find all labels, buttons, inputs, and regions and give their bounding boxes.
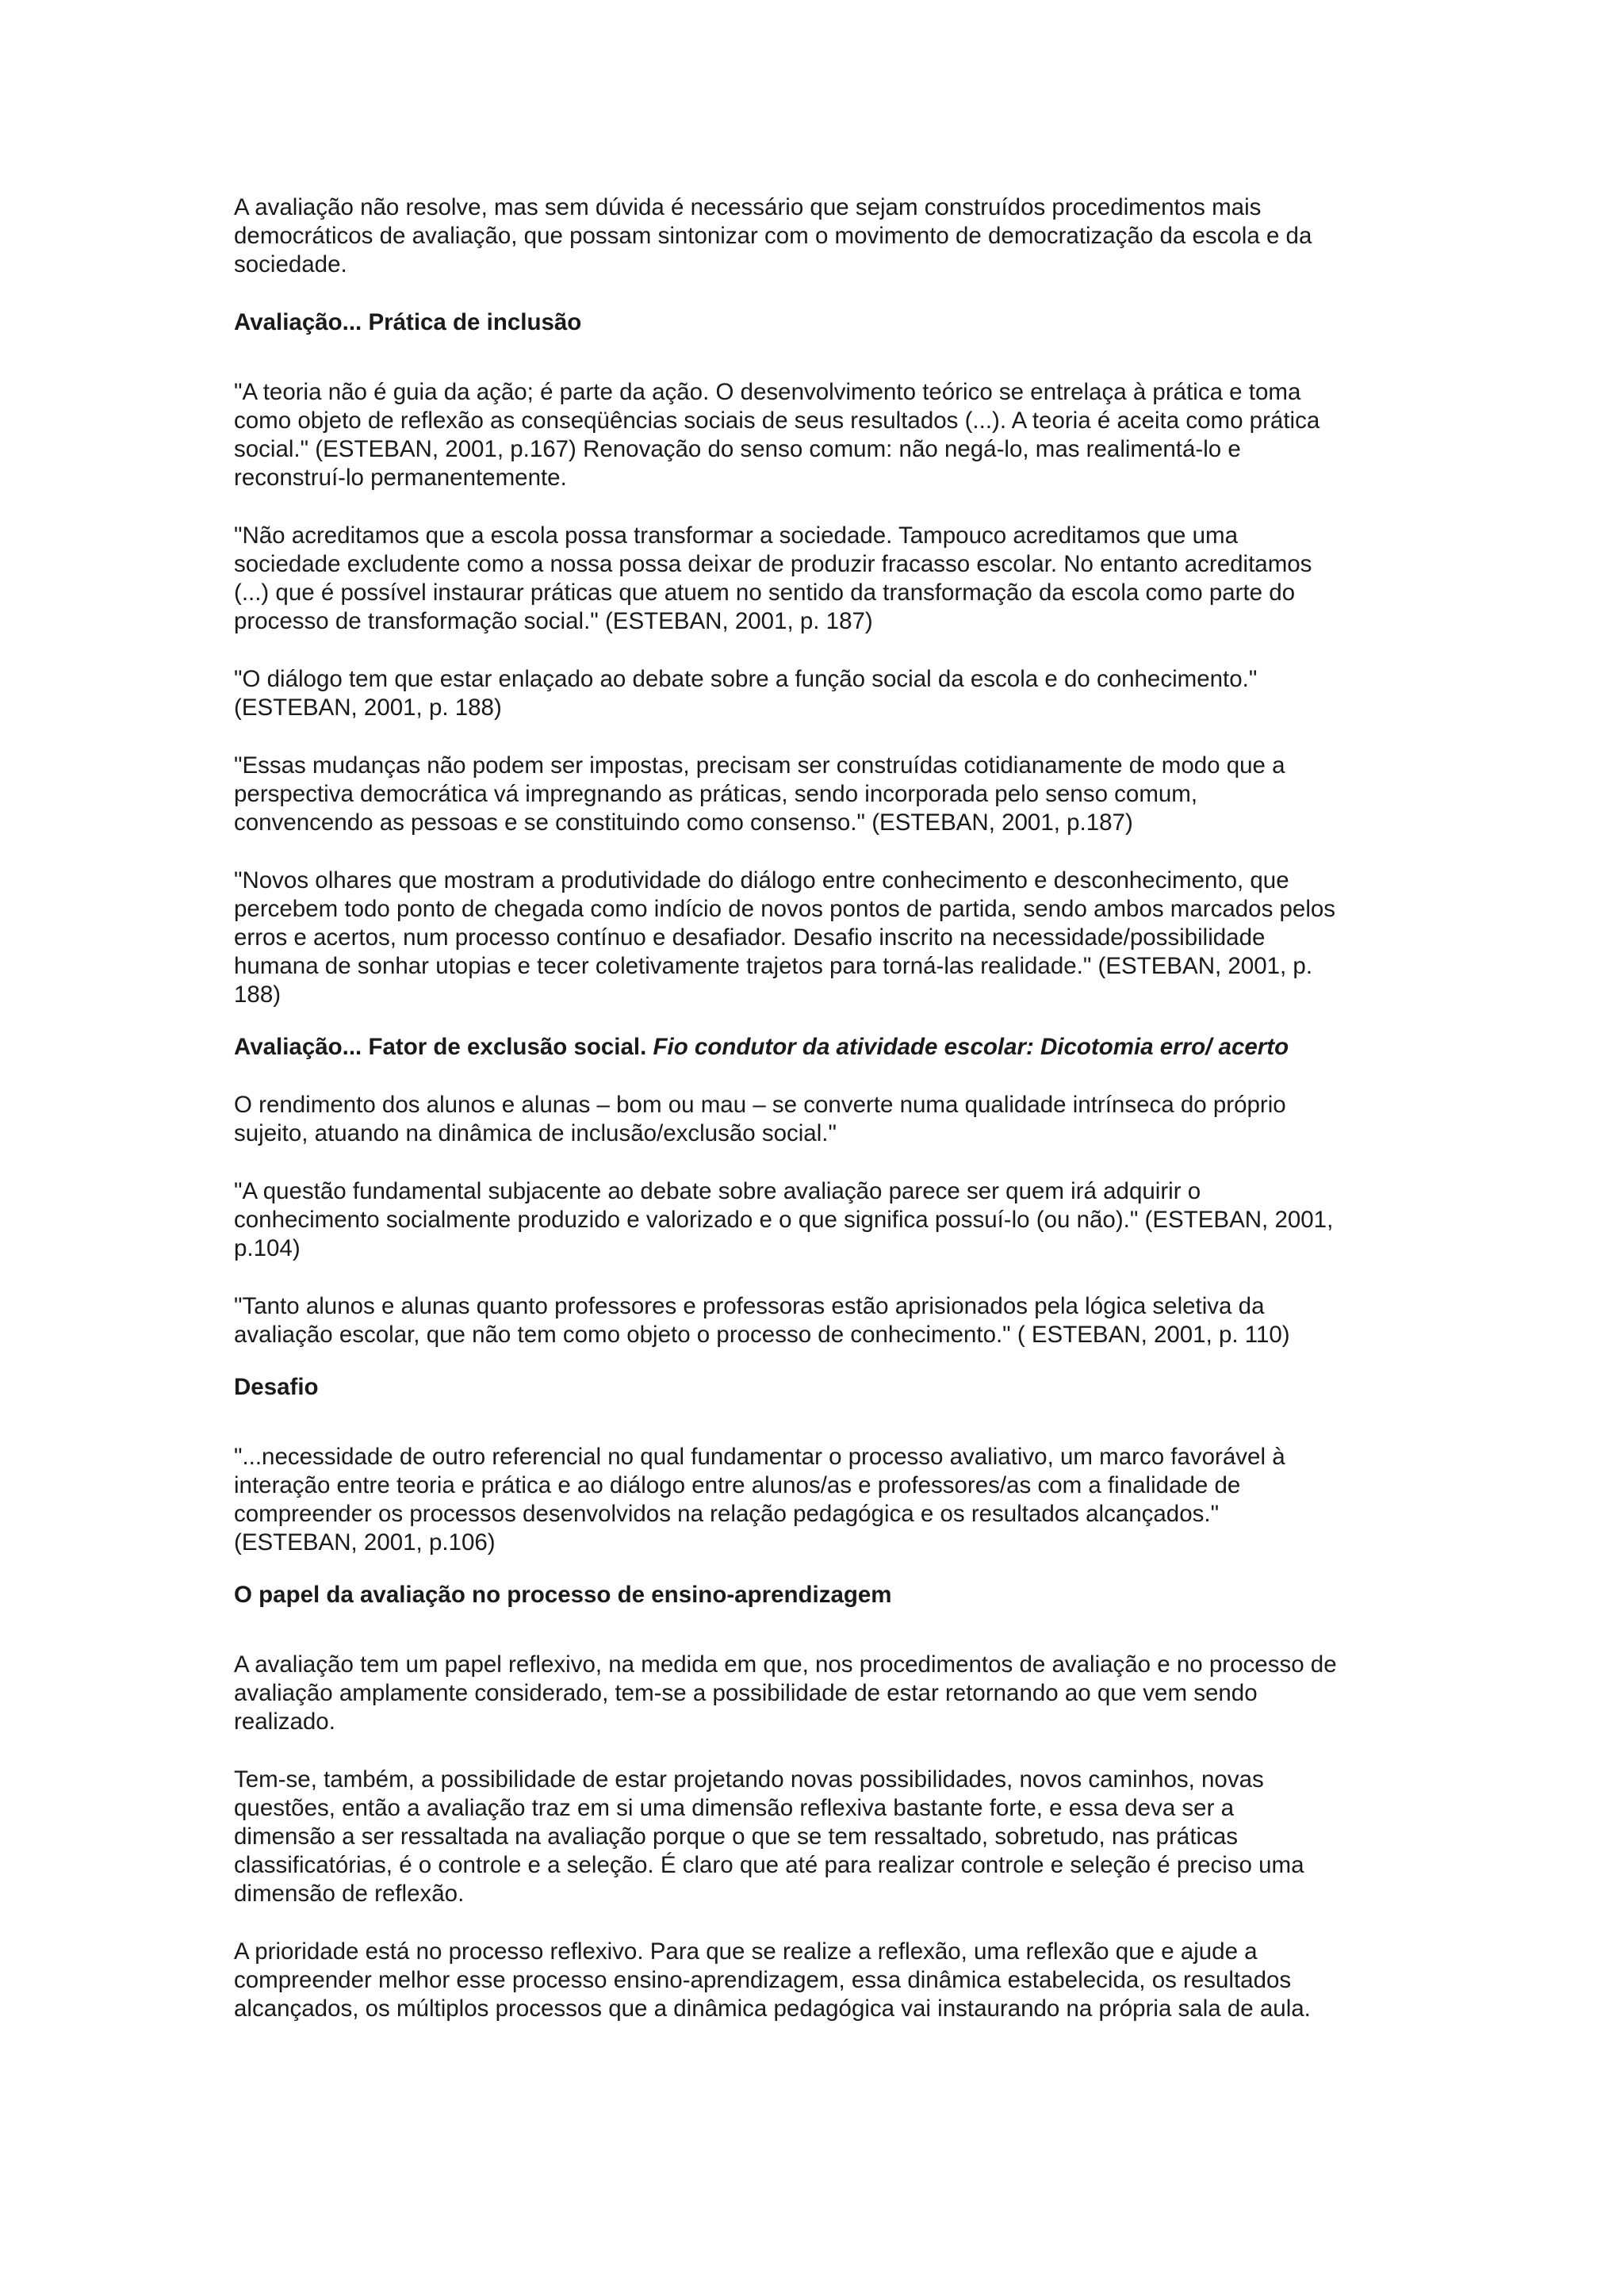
paragraph-intro: A avaliação não resolve, mas sem dúvida é necessário que sejam construídos procedimentos mais democráticos de avaliação, que possam sintonizar com o movimento de democratização da escola e da sociedade.	[234, 194, 1312, 277]
document-page	[234, 193, 1423, 2053]
heading-fator-exclusao-italic: Fio condutor da atividade escolar: Dicotomia erro/ acerto	[653, 1034, 1289, 1060]
heading-pratica-inclusao: Avaliação... Prática de inclusão	[234, 309, 582, 335]
paragraph-teoria: "A teoria não é guia da ação; é parte da ação. O desenvolvimento teórico se entrelaça à prática e toma como objeto de reflexão as conseqüências sociais de seus resultados (...). A teoria é aceita como prática social." (ESTEBAN, 2001, p.167) Renovação do senso comum: não negá-lo, mas realimentá-lo e reconstruí-lo permanentemente.	[234, 379, 1320, 491]
heading-fator-exclusao-bold: Avaliação... Fator de exclusão social.	[234, 1034, 653, 1060]
paragraph-tanto-alunos: "Tanto alunos e alunas quanto professores e professoras estão aprisionados pela lógica seletiva da avaliação escolar, que não tem como objeto o processo de conhecimento." ( ESTEBAN, 2001, p. 110)	[234, 1293, 1290, 1348]
paragraph-rendimento: O rendimento dos alunos e alunas – bom ou mau – se converte numa qualidade intrínseca do próprio sujeito, atuando na dinâmica de inclusão/exclusão social."	[234, 1092, 1286, 1146]
paragraph-dialogo: "O diálogo tem que estar enlaçado ao debate sobre a função social da escola e do conhecimento." (ESTEBAN, 2001, p. 188)	[234, 666, 1258, 721]
heading-papel-avaliacao: O papel da avaliação no processo de ensino-aprendizagem	[234, 1582, 892, 1608]
paragraph-necessidade: "...necessidade de outro referencial no qual fundamentar o processo avaliativo, um marco favorável à interação entre teoria e prática e ao diálogo entre alunos/as e professores/as com a finalidade de compreender os processos desenvolvidos na relação pedagógica e os resultados alcançados." (ESTEBAN, 2001, p.106)	[234, 1444, 1285, 1556]
paragraph-novos-olhares: "Novos olhares que mostram a produtividade do diálogo entre conhecimento e desconhecimento, que percebem todo ponto de chegada como indício de novos pontos de partida, sendo ambos marcados pelos erros e acertos, num processo contínuo e desafiador. Desafio inscrito na necessidade/possibilidade humana de sonhar utopias e tecer coletivamente trajetos para torná-las realidade." (ESTEBAN, 2001, p. 188)	[234, 867, 1336, 1008]
paragraph-prioridade: A prioridade está no processo reflexivo. Para que se realize a reflexão, uma reflexão que e ajude a compreender melhor esse processo ensino-aprendizagem, essa dinâmica estabelecida, os resultados alcançados, os múltiplos processos que a dinâmica pedagógica vai instaurando na própria sala de aula.	[234, 1938, 1311, 2022]
paragraph-nao-acreditamos: "Não acreditamos que a escola possa transformar a sociedade. Tampouco acreditamos que uma sociedade excludente como a nossa possa deixar de produzir fracasso escolar. No entanto acreditamos (...) que é possível instaurar práticas que atuem no sentido da transformação da escola como parte do processo de transformação social." (ESTEBAN, 2001, p. 187)	[234, 522, 1312, 634]
paragraph-tem-se-tambem: Tem-se, também, a possibilidade de estar projetando novas possibilidades, novos caminhos, novas questões, então a avaliação traz em si uma dimensão reflexiva bastante forte, e essa deva ser a dimensão a ser ressaltada na avaliação porque o que se tem ressaltado, sobretudo, nas práticas classificatórias, é o controle e a seleção. É claro que até para realizar controle e seleção é preciso uma dimensão de reflexão.	[234, 1766, 1304, 1907]
heading-desafio: Desafio	[234, 1374, 319, 1400]
paragraph-papel-reflexivo: A avaliação tem um papel reflexivo, na medida em que, nos procedimentos de avaliação e no processo de avaliação amplamente considerado, tem-se a possibilidade de estar retornando ao que vem sendo realizado.	[234, 1651, 1337, 1735]
paragraph-questao-fundamental: "A questão fundamental subjacente ao debate sobre avaliação parece ser quem irá adquirir o conhecimento socialmente produzido e valorizado e o que significa possuí-lo (ou não)." (ESTEBAN, 2001, p.104)	[234, 1178, 1334, 1261]
heading-fator-exclusao	[234, 1033, 1423, 1062]
paragraph-mudancas: "Essas mudanças não podem ser impostas, precisam ser construídas cotidianamente de modo que a perspectiva democrática vá impregnando as práticas, sendo incorporada pelo senso comum, convencendo as pessoas e se constituindo como consenso." (ESTEBAN, 2001, p.187)	[234, 752, 1285, 836]
